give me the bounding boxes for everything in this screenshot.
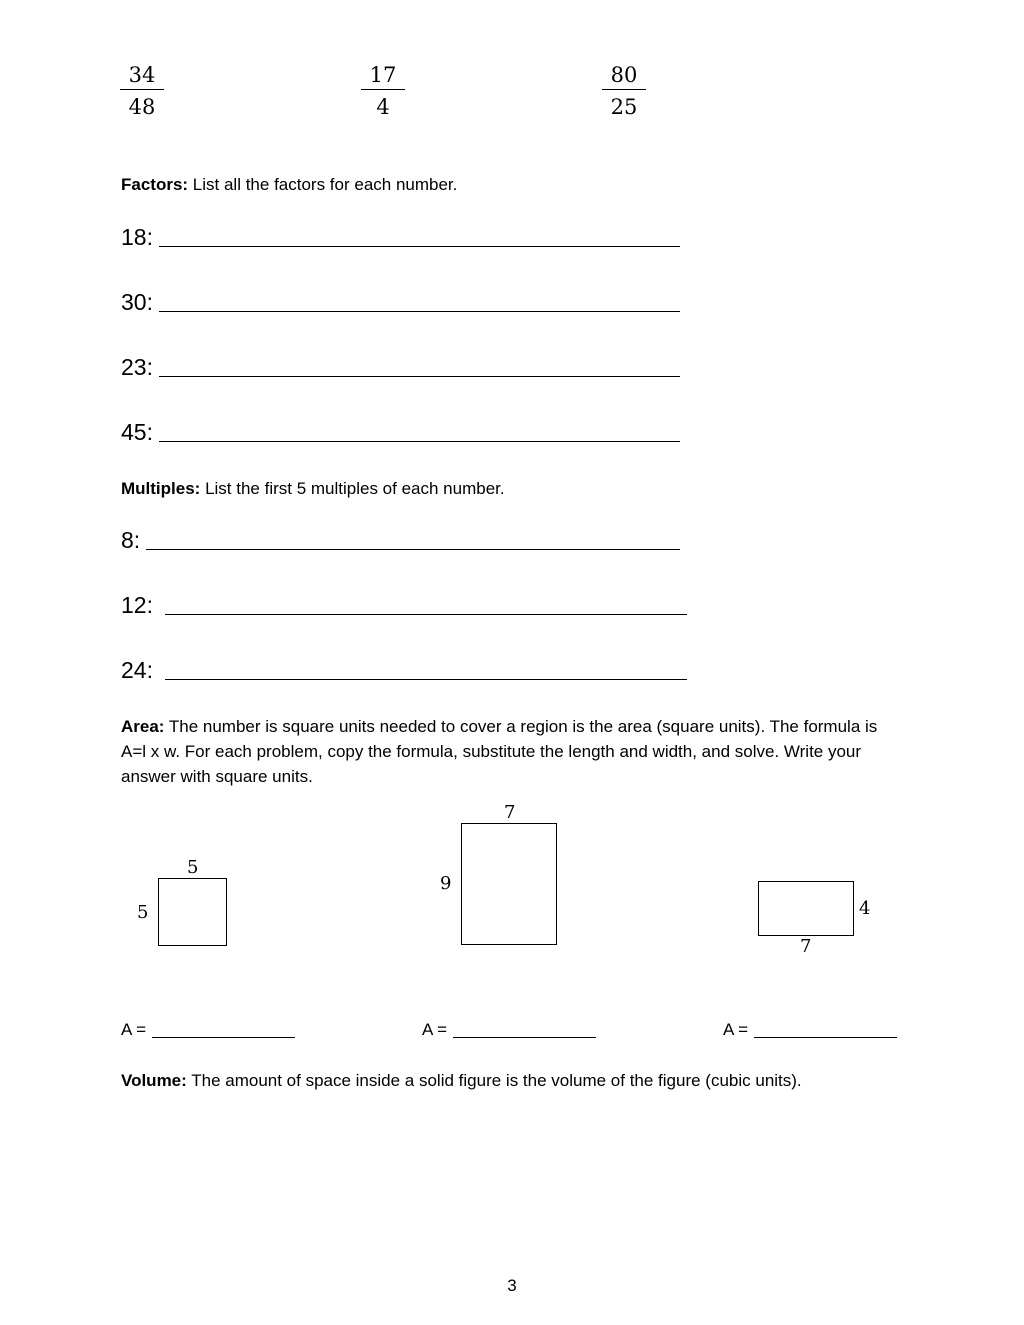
answer-blank[interactable] <box>146 549 680 550</box>
area-answer-3 <box>723 1019 897 1041</box>
shape-1-top-label: 5 <box>187 857 199 878</box>
volume-instructions <box>121 1068 901 1093</box>
answer-blank[interactable] <box>165 614 687 615</box>
area-answer-label: A = <box>422 1020 448 1039</box>
area-answer-label: A = <box>121 1020 147 1039</box>
fraction-2 <box>361 61 405 124</box>
area-answer-1 <box>121 1019 295 1041</box>
shape-3-rectangle <box>758 881 854 936</box>
fraction-3 <box>602 61 646 124</box>
area-answer-label: A = <box>723 1020 749 1039</box>
area-heading: Area: <box>121 717 165 736</box>
area-answer-blank[interactable] <box>754 1037 897 1038</box>
page-number: 3 <box>507 1276 517 1295</box>
fraction-numerator: 34 <box>120 61 164 90</box>
multiple-line-24 <box>121 655 687 685</box>
factors-instruction-text: List all the factors for each number. <box>188 175 458 194</box>
area-answer-blank[interactable] <box>453 1037 596 1038</box>
shape-2-rectangle <box>461 823 557 945</box>
factors-instructions <box>121 172 457 197</box>
shape-2-top-label: 7 <box>504 802 516 823</box>
multiple-line-8 <box>121 525 680 555</box>
multiple-label: 8: <box>121 527 141 553</box>
fraction-numerator: 80 <box>602 61 646 90</box>
factor-label: 45: <box>121 419 153 445</box>
factor-line-45 <box>121 417 680 447</box>
volume-instruction-text: The amount of space inside a solid figure is the volume of the figure (cubic units). <box>186 1071 802 1090</box>
shape-1-side-label: 5 <box>137 902 149 923</box>
fraction-denominator: 48 <box>128 95 156 119</box>
answer-blank[interactable] <box>159 376 680 377</box>
factors-heading: Factors: <box>121 175 189 194</box>
answer-blank[interactable] <box>159 441 680 442</box>
factor-label: 23: <box>121 354 153 380</box>
shape-3-bottom-label: 7 <box>800 936 812 957</box>
factor-label: 18: <box>121 224 153 250</box>
shape-3-side-label: 4 <box>859 898 871 919</box>
shape-1-square <box>158 878 227 946</box>
fraction-denominator: 25 <box>610 95 638 119</box>
answer-blank[interactable] <box>165 679 687 680</box>
multiples-instruction-text: List the first 5 multiples of each number. <box>200 479 505 498</box>
factor-line-18 <box>121 222 680 252</box>
answer-blank[interactable] <box>159 246 680 247</box>
factor-label: 30: <box>121 289 153 315</box>
multiple-label: 24: <box>121 657 153 683</box>
fraction-numerator: 17 <box>361 61 405 90</box>
fraction-denominator: 4 <box>376 95 390 119</box>
factor-line-30 <box>121 287 680 317</box>
multiples-instructions <box>121 476 505 501</box>
multiples-heading: Multiples: <box>121 479 201 498</box>
shape-2-side-label: 9 <box>440 873 452 894</box>
multiple-line-12 <box>121 590 687 620</box>
volume-heading: Volume: <box>121 1071 187 1090</box>
factor-line-23 <box>121 352 680 382</box>
area-answer-2 <box>422 1019 596 1041</box>
multiple-label: 12: <box>121 592 153 618</box>
area-instruction-text: The number is square units needed to cover a region is the area (square units). The formula is A=l x w. For each problem, copy the formula, substitute the length and width, and solve. Write your answer with square units. <box>121 717 878 786</box>
fraction-1 <box>120 61 164 124</box>
area-instructions <box>121 714 881 789</box>
area-answer-blank[interactable] <box>152 1037 295 1038</box>
answer-blank[interactable] <box>159 311 680 312</box>
